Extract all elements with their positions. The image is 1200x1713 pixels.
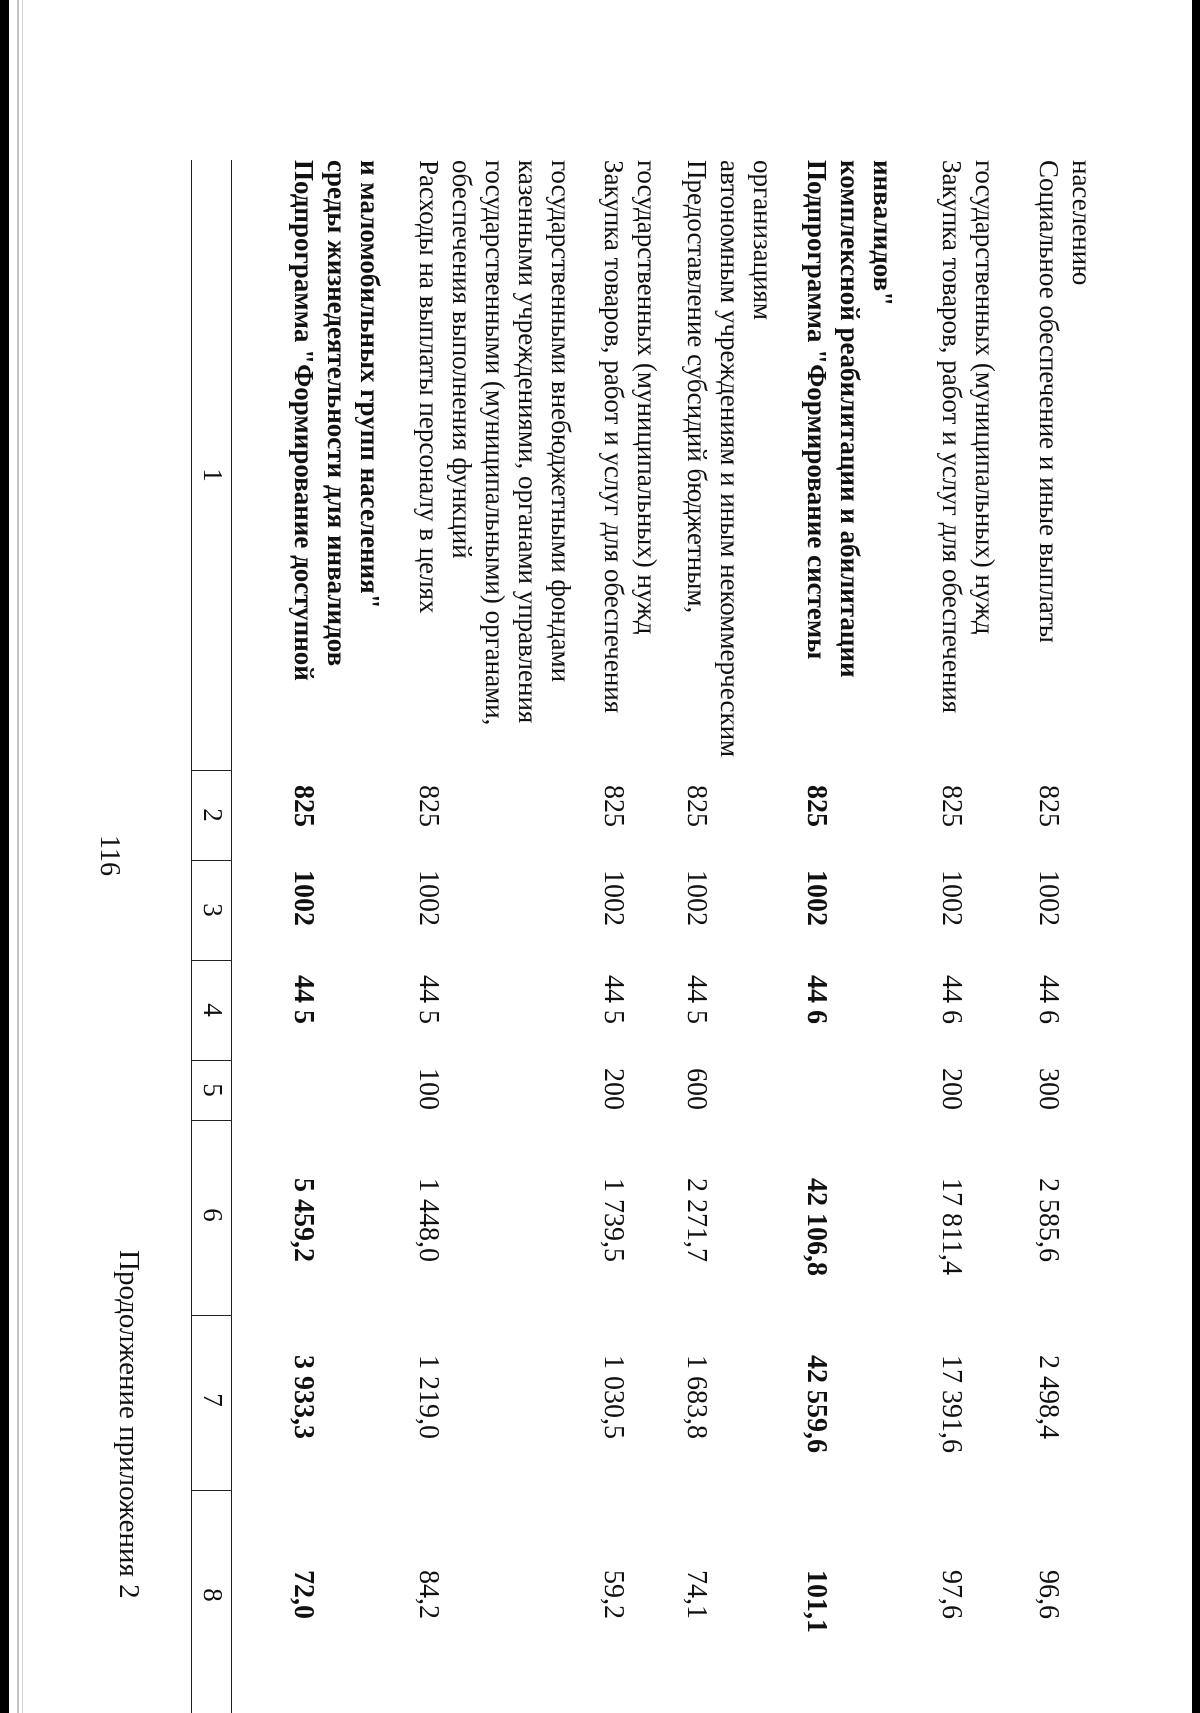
header-divider [192, 860, 232, 861]
cell-executed: 17 391,6 [936, 1355, 967, 1453]
cell-section-code: 1002 [1033, 870, 1064, 926]
row-name-line: государственными (муниципальными) органами, [480, 160, 510, 726]
cell-section-code: 1002 [598, 870, 629, 926]
row-name-line: Расходы на выплаты персоналу в целях [414, 160, 444, 614]
cell-percent: 59,2 [598, 1570, 629, 1619]
row-name-line: казенными учреждениями, органами управления [513, 160, 543, 724]
column-header-2: 2 [198, 808, 228, 822]
cell-section-code: 1002 [288, 870, 319, 926]
row-name-line: Социальное обеспечение и иные выплаты [1034, 160, 1064, 643]
cell-executed: 1 030,5 [598, 1355, 629, 1439]
cell-executed: 1 683,8 [681, 1355, 712, 1439]
cell-ministry-code: 825 [1033, 785, 1064, 827]
row-name-line: государственными внебюджетными фондами [546, 160, 576, 683]
row-name-line: среды жизнедеятельности для инвалидов [322, 160, 352, 667]
cell-section-code: 1002 [413, 870, 444, 926]
cell-ministry-code: 825 [681, 785, 712, 827]
cell-executed: 1 219,0 [413, 1355, 444, 1439]
cell-planned: 1 448,0 [413, 1178, 444, 1262]
table-top-rule [191, 160, 192, 1713]
cell-percent: 97,6 [936, 1570, 967, 1619]
column-header-4: 4 [198, 1003, 228, 1017]
cell-target-code: 44 5 [598, 975, 629, 1024]
cell-percent: 72,0 [288, 1570, 319, 1619]
cell-target-code: 44 5 [288, 975, 319, 1024]
cell-percent: 74,1 [681, 1570, 712, 1619]
row-name-line: населению [1067, 160, 1097, 286]
cell-planned: 5 459,2 [288, 1178, 319, 1262]
column-header-8: 8 [198, 1588, 228, 1602]
row-name-line: и маломобильных групп населения" [355, 160, 385, 609]
row-name-line: Предоставление субсидий бюджетным, [682, 160, 712, 614]
cell-target-code: 44 5 [413, 975, 444, 1024]
cell-target-code: 44 6 [936, 975, 967, 1024]
row-name-line: Закупка товаров, работ и услуг для обеспечения [599, 160, 629, 714]
cell-section-code: 1002 [801, 870, 832, 926]
cell-expense-type: 600 [681, 1068, 712, 1110]
cell-planned: 2 271,7 [681, 1178, 712, 1262]
header-divider [192, 960, 232, 961]
header-divider [192, 770, 232, 771]
cell-expense-type: 200 [936, 1068, 967, 1110]
row-name-line: комплексной реабилитации и абилитации [835, 160, 865, 678]
cell-expense-type: 300 [1033, 1068, 1064, 1110]
cell-ministry-code: 825 [598, 785, 629, 827]
cell-percent: 84,2 [413, 1570, 444, 1619]
row-name-line: государственных (муниципальных) нужд [970, 160, 1000, 635]
cell-target-code: 44 6 [801, 975, 832, 1024]
row-name-line: Подпрограмма "Формирование системы [802, 160, 832, 660]
cell-section-code: 1002 [681, 870, 712, 926]
appendix-caption: Продолжение приложения 2 [113, 1250, 145, 1599]
column-header-3: 3 [198, 903, 228, 917]
cell-planned: 1 739,5 [598, 1178, 629, 1262]
cell-ministry-code: 825 [288, 785, 319, 827]
header-divider [192, 1315, 232, 1316]
row-name-line: обеспечения выполнения функций [447, 160, 477, 559]
row-name-line: организациям [748, 160, 778, 321]
cell-planned: 2 585,6 [1033, 1178, 1064, 1262]
row-name-line: автономным учреждениям и иным некоммерческим [715, 160, 745, 758]
cell-percent: 96,6 [1033, 1570, 1064, 1619]
row-name-line: государственных (муниципальных) нужд [632, 160, 662, 635]
row-name-line: инвалидов" [868, 160, 898, 307]
column-header-5: 5 [198, 1083, 228, 1097]
cell-planned: 17 811,4 [936, 1178, 967, 1275]
header-divider [192, 1060, 232, 1061]
cell-target-code: 44 6 [1033, 975, 1064, 1024]
cell-executed: 2 498,4 [1033, 1355, 1064, 1439]
cell-ministry-code: 825 [936, 785, 967, 827]
column-header-6: 6 [198, 1208, 228, 1222]
row-name-line: Подпрограмма "Формирование доступной [289, 160, 319, 681]
cell-executed: 3 933,3 [288, 1355, 319, 1439]
cell-target-code: 44 5 [681, 975, 712, 1024]
column-header-1: 1 [198, 468, 228, 482]
cell-section-code: 1002 [936, 870, 967, 926]
cell-ministry-code: 825 [801, 785, 832, 827]
page-number: 116 [94, 835, 125, 876]
cell-expense-type: 200 [598, 1068, 629, 1110]
row-name-line: Закупка товаров, работ и услуг для обеспечения [937, 160, 967, 714]
header-divider [192, 1120, 232, 1121]
column-header-7: 7 [198, 1393, 228, 1407]
header-bottom-rule [231, 160, 232, 1713]
cell-executed: 42 559,6 [801, 1355, 832, 1453]
cell-percent: 101,1 [801, 1570, 832, 1633]
cell-planned: 42 106,8 [801, 1178, 832, 1276]
header-divider [192, 1490, 232, 1491]
cell-expense-type: 100 [413, 1068, 444, 1110]
cell-ministry-code: 825 [413, 785, 444, 827]
